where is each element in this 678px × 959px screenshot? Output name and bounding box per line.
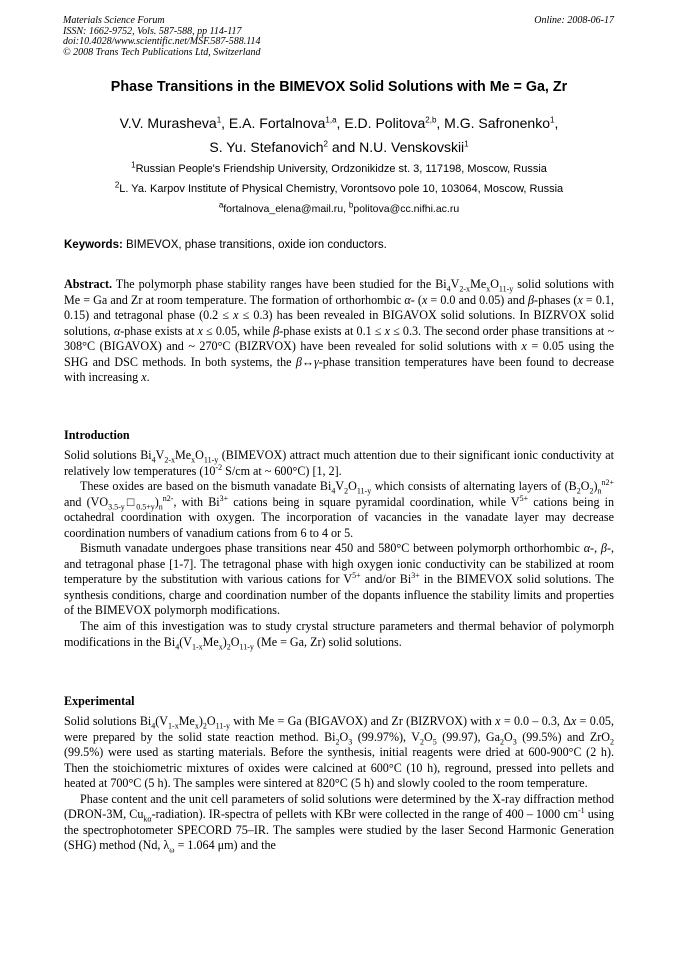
author-sup: 2,b [425, 115, 437, 125]
author: E.A. Fortalnova [228, 115, 326, 131]
author: S. Yu. Stefanovich [209, 139, 324, 155]
section-heading-introduction: Introduction [64, 428, 130, 442]
doi: doi:10.4028/www.scientific.net/MSF.587-588.114 [63, 36, 261, 47]
online-date: Online: 2008-06-17 [534, 15, 614, 26]
email-a[interactable]: fortalnova_elena@mail.ru [223, 203, 344, 215]
email-b[interactable]: politova@cc.nifhi.ac.ru [353, 203, 460, 215]
author-sup: 1 [216, 115, 222, 125]
author: N.U. Venskovskii [359, 139, 465, 155]
author-sup: 1,a [325, 115, 337, 125]
abstract-label: Abstract. [64, 277, 113, 291]
author-conjunction: and [331, 139, 356, 155]
author-list: V.V. Murasheva$^1$, E.A. Fortalnova$^{1,a}$, E.D. Politova$^{2,b}$, M.G. Safronenko$^1$, S. Yu. Stefanovich$^2$ and N.U. Venskovskii$^1$ [119, 115, 559, 155]
keywords [64, 239, 614, 251]
email-sup: a [218, 200, 224, 210]
copyright: © 2008 Trans Tech Publications Ltd, Switzerland [63, 46, 261, 58]
section-heading-experimental: Experimental [64, 694, 135, 708]
affiliation-sup: 1 [131, 160, 136, 170]
author-sup: 1 [550, 115, 555, 125]
affiliation-2 [64, 180, 614, 196]
email-line: $^a$fortalnova_elena@mail.ru, $^b$politova@cc.nifhi.ac.ru [218, 200, 460, 215]
journal-header [63, 16, 614, 58]
paper-title: Phase Transitions in the BIMEVOX Solid Solutions with Me = Ga, Zr [110, 79, 568, 95]
abstract: Abstract. The polymorph phase stability ranges have been studied for the $Bi_4V_{2-x}Me_xO_{11-y}$ solid solutions with Me = Ga and Zr at room temperature. The formation of orthorhombic α- (x = 0.0 and 0.05) and β-phases (x = 0.1, 0.15) and tetragonal phase (0.2 ≤ x ≤ 0.3) has been revealed in BIGAVOX solid solutions. In BIZRVOX solid solutions, α-phase exists at x ≤ 0.05, while β-phase exists at 0.1 ≤ x ≤ 0.3. The second order phase transitions at ~ 308°C (BIGAVOX) and ~ 270°C (BIZRVOX) have been revealed for solid solutions with x = 0.05 using the SHG and DSC methods. In both systems, the β↔γ-phase transition temperatures have been found to decrease with increasing x. [64, 277, 615, 385]
keywords-text: BIMEVOX, phase transitions, oxide ion conductors. [126, 239, 387, 251]
introduction-text: Solid solutions $Bi_4V_{2-x}Me_xO_{11-y}$ (BIMEVOX) attract much attention due to their significant ionic conductivity at relatively low temperatures ($10^{-2}$ S/cm at ~ 600°C) [1, 2]. These oxides are based on the bismuth vanadate $Bi_4V_2O_{11-y}$ which consists of alternating layers of $(B_2O_2)_n^{n2+}$ and $(VO_{3.5-y}□_{0.5+y})_n^{n2-}$, with $Bi^{3+}$ cations being in square pyramidal coordination, while $V^{5+}$ cations being in octahedral coordination with oxygen. The incorporation of vacancies in the vanadate layer may decrease coordination numbers of vanadium cations from 6 to 4 or 5. Bismuth vanadate undergoes phase transitions near 450 and 580°C between polymorph orthorhombic α-, β-, and tetragonal phase [1-7]. The tetragonal phase with high oxygen ionic conductivity can be stabilized at room temperature by the substitution with various cations for $V^{5+}$ and/or $Bi^{3+}$ in the BIMEVOX solid solutions. The synthesis conditions, charge and coordination number of the dopants influence the stability limits and properties of the BIMEVOX polymorph modifications. The aim of this investigation was to study crystal structure parameters and thermal behavior of polymorph modifications in the $Bi_4(V_{1-x}Me_x)_2O_{11-y}$ (Me = Ga, Zr) solid solutions. [64, 448, 615, 651]
issn: ISSN: 1662-9752, Vols. 587-588, pp 114-117 [63, 25, 242, 37]
author-sup: 1 [464, 139, 469, 149]
affiliation-sup: 2 [114, 180, 120, 190]
author-sup: 2 [323, 139, 328, 149]
author: M.G. Safronenko [444, 115, 550, 131]
journal-name: Materials Science Forum [63, 15, 165, 26]
affiliation-text: Russian People's Friendship University, Ordzonikidze st. 3, 117198, Moscow, Russia [135, 163, 547, 175]
affiliation-1 [64, 160, 614, 176]
keywords-label: Keywords: [64, 239, 123, 251]
affiliation-text: L. Ya. Karpov Institute of Physical Chemistry, Vorontsovo pole 10, 103064, Moscow, Russia [119, 183, 564, 195]
email-sup: b [348, 200, 354, 210]
author: V.V. Murasheva [119, 115, 217, 131]
author: E.D. Politova [344, 115, 426, 131]
experimental-text: Solid solutions $Bi_4(V_{1-x}Me_x)_2O_{11-y}$ with Me = Ga (BIGAVOX) and Zr (BIZRVOX) with x = 0.0 – 0.3, Δx = 0.05, were prepared by the solid state reaction method. $Bi_2O_3$ (99.97%), $V_2O_5$ (99.97), $Ga_2O_3$ (99.5%) and ZrO$_2$ (99.5%) were used as starting materials. Before the synthesis, initial reagents were dried at 600-900°C (2 h). Then the stoichiometric mixtures of oxides were calcined at 600°C (10 h), reground, pressed into pellets and heated at 700°C (5 h). The samples were sintered at 820°C (5 h) and slowly cooled to the room temperature. Phase content and the unit cell parameters of solid solutions were determined by the X-ray diffraction method (DRON-3M, $Cu_{k\alpha}-radiation$). IR-spectra of pellets with KBr were collected in the range of 400 – 1000 $cm^{-1}$ using the spectrophotometer SPECORD 75–IR. The samples were studied by the laser Second Harmonic Generation (SHG) method (Nd, $\lambda_\omega = 1.064$ μm) and the [64, 714, 615, 855]
